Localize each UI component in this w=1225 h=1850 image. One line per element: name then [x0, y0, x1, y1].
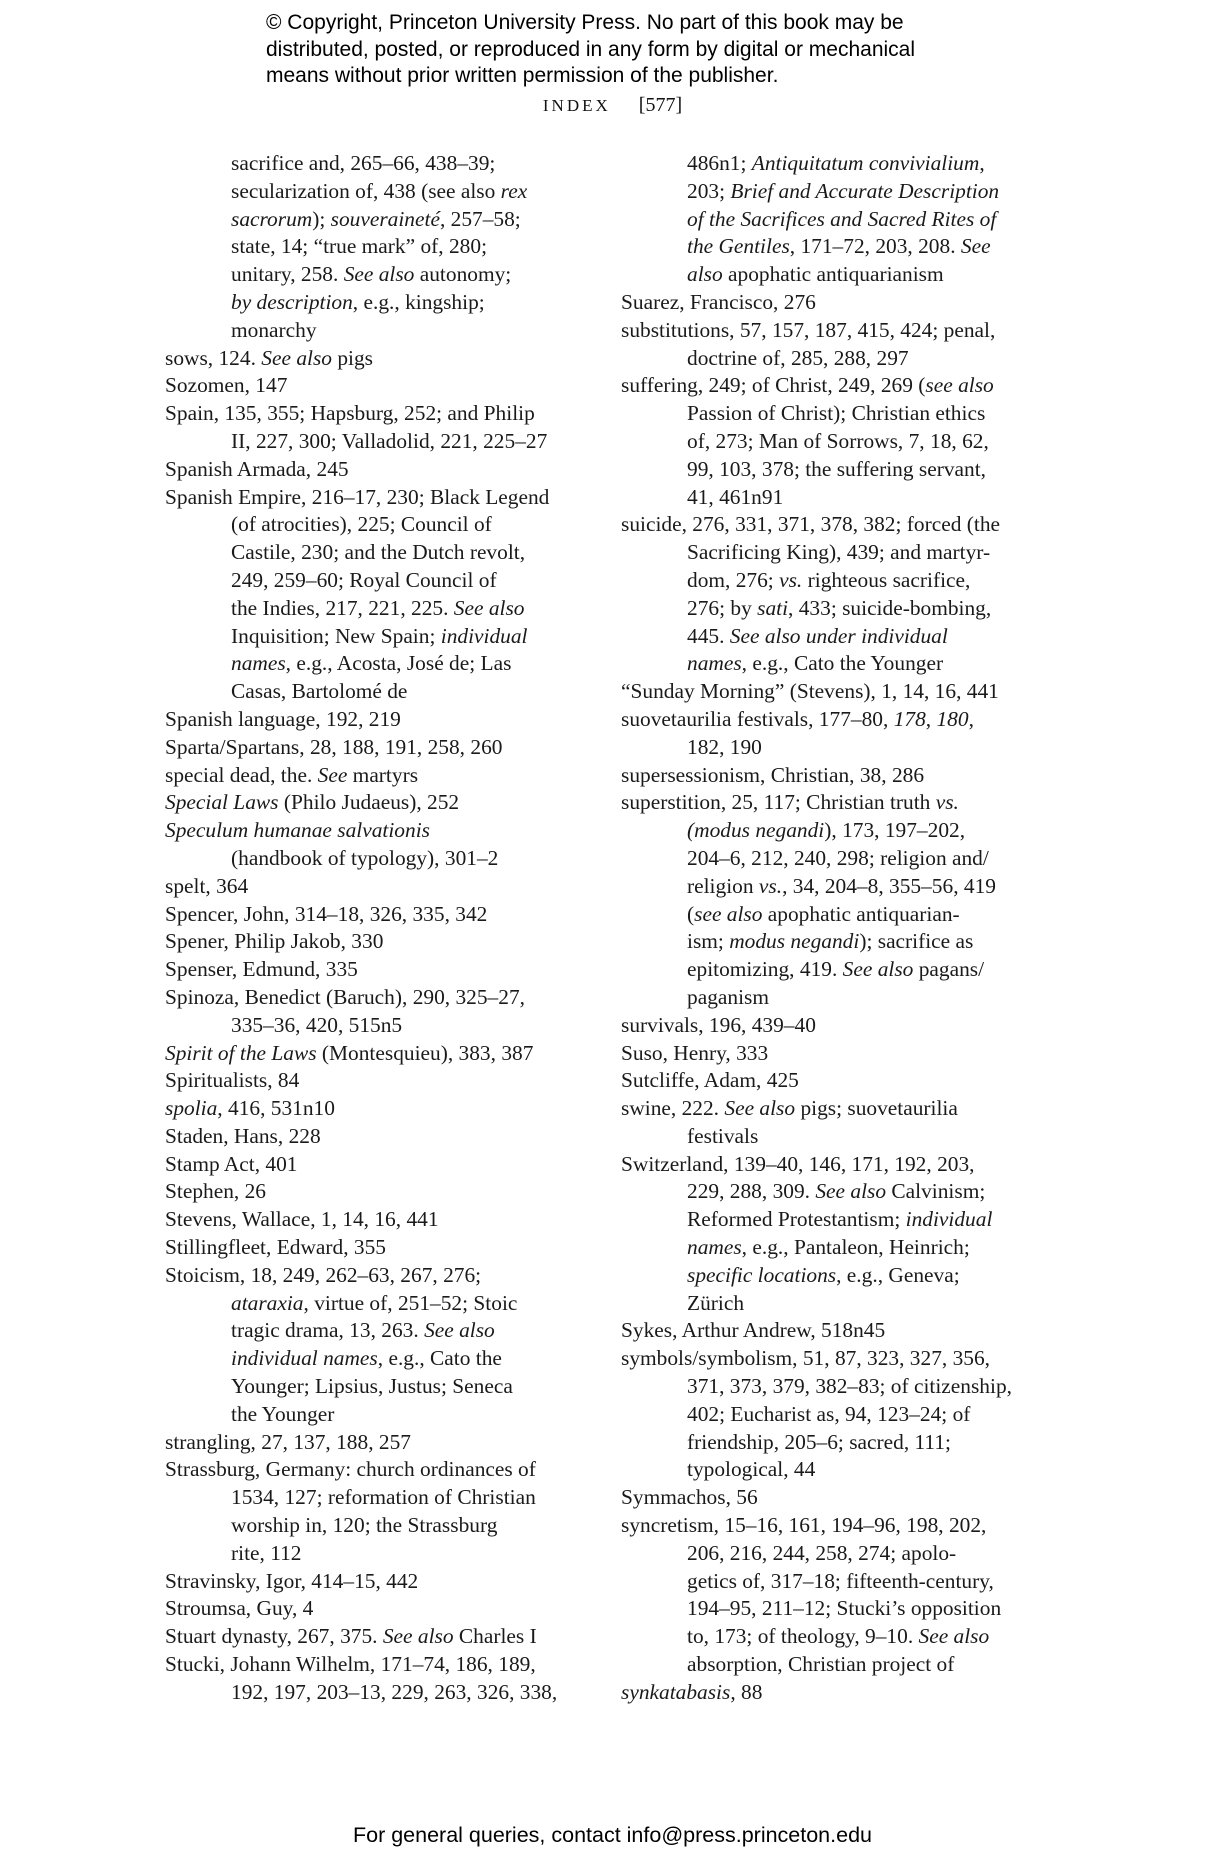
- text-run: paganism: [687, 984, 769, 1009]
- index-entry-line: [621, 762, 1057, 790]
- index-line-continuation: [621, 650, 1057, 678]
- text-run: ,: [925, 706, 937, 731]
- text-run: , 416, 531n10: [217, 1096, 335, 1121]
- text-run: Stoicism, 18, 249, 262–63, 267, 276;: [165, 1262, 482, 1287]
- italic-text: the Gentiles: [687, 234, 790, 259]
- italic-text: vs.: [779, 567, 803, 592]
- italic-text: names: [687, 1235, 742, 1260]
- text-run: superstition, 25, 117; Christian truth: [621, 790, 936, 815]
- index-entry-line: [621, 1484, 1057, 1512]
- italic-text: by description: [231, 289, 353, 314]
- index-entry-line: [165, 928, 585, 956]
- text-run: unitary, 258.: [231, 262, 344, 287]
- index-entry-line: [165, 1151, 585, 1179]
- index-line-continuation: [621, 539, 1057, 567]
- italic-text: See also: [382, 1624, 454, 1649]
- index-line-continuation: [621, 233, 1057, 261]
- index-line-continuation: [165, 1345, 585, 1373]
- text-run: absorption, Christian project of: [687, 1652, 955, 1677]
- text-run: Sykes, Arthur Andrew, 518n45: [621, 1318, 886, 1343]
- index-entry-line: [165, 345, 585, 373]
- index-line-continuation: [621, 1262, 1057, 1290]
- index-entry-line: [621, 678, 1057, 706]
- text-run: sacrifice and, 265–66, 438–39;: [231, 151, 496, 175]
- index-line-continuation: [621, 1595, 1057, 1623]
- text-run: pigs; suovetaurilia: [795, 1096, 958, 1121]
- text-run: Stamp Act, 401: [165, 1151, 298, 1176]
- text-run: , e.g., kingship;: [352, 289, 485, 314]
- text-run: getics of, 317–18; fifteenth-century,: [687, 1568, 994, 1593]
- text-run: “Sunday Morning” (Stevens), 1, 14, 16, 441: [621, 679, 999, 704]
- index-line-continuation: [165, 289, 585, 317]
- index-line-continuation: [165, 317, 585, 345]
- text-run: Sozomen, 147: [165, 373, 288, 398]
- text-run: Stevens, Wallace, 1, 14, 16, 441: [165, 1207, 439, 1232]
- text-run: swine, 222.: [621, 1096, 725, 1121]
- index-entry-line: [165, 484, 585, 512]
- text-run: monarchy: [231, 317, 317, 342]
- index-line-continuation: [165, 511, 585, 539]
- italic-text: See also: [343, 262, 415, 287]
- text-run: (Montesquieu), 383, 387: [316, 1040, 534, 1065]
- index-line-continuation: [621, 1540, 1057, 1568]
- index-line-continuation: [621, 150, 1057, 178]
- text-run: (: [687, 901, 695, 926]
- index-entry-line: [165, 817, 585, 845]
- index-entry-line: [165, 984, 585, 1012]
- index-line-continuation: [621, 595, 1057, 623]
- italic-text: See also: [424, 1318, 495, 1343]
- index-entry-line: [165, 372, 585, 400]
- text-run: Stillingfleet, Edward, 355: [165, 1235, 386, 1260]
- index-entry-line: [165, 456, 585, 484]
- text-run: , 257–58;: [439, 206, 521, 231]
- text-run: 229, 288, 309.: [687, 1179, 816, 1204]
- index-entry-line: [621, 706, 1057, 734]
- index-entry-line: [165, 734, 585, 762]
- text-run: substitutions, 57, 157, 187, 415, 424; penal,: [621, 317, 996, 342]
- index-line-continuation: [165, 595, 585, 623]
- index-line-continuation: [621, 845, 1057, 873]
- text-run: );: [312, 206, 331, 231]
- index-line-continuation: [621, 1178, 1057, 1206]
- index-line-continuation: [165, 1679, 585, 1707]
- index-entry-line: [621, 1317, 1057, 1345]
- text-run: epitomizing, 419.: [687, 957, 843, 982]
- index-line-continuation: [621, 984, 1057, 1012]
- index-line-continuation: [621, 428, 1057, 456]
- italic-text: synkatabasis: [621, 1679, 731, 1704]
- text-run: Stephen, 26: [165, 1179, 266, 1204]
- text-run: 192, 197, 203–13, 229, 263, 326, 338,: [231, 1679, 558, 1704]
- italic-text: also: [687, 262, 723, 287]
- index-entry-line: [165, 1623, 585, 1651]
- index-entry-line: [165, 706, 585, 734]
- text-run: Stroumsa, Guy, 4: [165, 1596, 314, 1621]
- italic-text: modus negandi: [729, 929, 860, 954]
- text-run: 203;: [687, 178, 731, 203]
- italic-text: Antiquitatum convivialium: [751, 151, 980, 175]
- italic-text: Speculum humanae salvationis: [165, 818, 430, 843]
- text-run: to, 173; of theology, 9–10.: [687, 1624, 919, 1649]
- index-line-continuation: [165, 845, 585, 873]
- text-run: spelt, 364: [165, 873, 249, 898]
- index-line-continuation: [621, 178, 1057, 206]
- copyright-line: distributed, posted, or reproduced in any form by digital or mechanical: [266, 37, 916, 61]
- index-entry-line: [621, 511, 1057, 539]
- text-run: ); sacrifice as: [859, 929, 974, 954]
- index-line-continuation: [165, 567, 585, 595]
- text-run: worship in, 120; the Strassburg: [231, 1513, 498, 1538]
- italic-text: sati: [757, 595, 789, 620]
- italic-text: 178: [893, 706, 926, 731]
- index-line-continuation: [165, 678, 585, 706]
- italic-text: sacrorum: [231, 206, 313, 231]
- text-run: state, 14; “true mark” of, 280;: [231, 234, 488, 259]
- index-entry-line: [165, 1067, 585, 1095]
- italic-text: See: [317, 762, 348, 787]
- index-line-continuation: [165, 539, 585, 567]
- text-run: 371, 373, 379, 382–83; of citizenship,: [687, 1374, 1012, 1399]
- text-run: , e.g., Cato the Younger: [741, 651, 944, 676]
- index-entry-line: [165, 1568, 585, 1596]
- index-line-continuation: [621, 1456, 1057, 1484]
- index-entry-line: [621, 1012, 1057, 1040]
- footer-contact: For general queries, contact info@press.princeton.edu: [352, 1823, 872, 1847]
- text-run: Spiritualists, 84: [165, 1068, 300, 1093]
- index-line-continuation: [165, 178, 585, 206]
- text-run: , 433; suicide-bombing,: [788, 595, 992, 620]
- text-run: , 34, 204–8, 355–56, 419: [782, 873, 996, 898]
- index-entry-line: [165, 956, 585, 984]
- running-head: [0, 94, 1225, 117]
- text-run: 335–36, 420, 515n5: [231, 1012, 403, 1037]
- index-line-continuation: [621, 206, 1057, 234]
- italic-text: vs.: [935, 790, 959, 815]
- text-run: Calvinism;: [886, 1179, 986, 1204]
- text-run: pagans/: [913, 957, 985, 982]
- index-line-continuation: [621, 456, 1057, 484]
- text-run: 276; by: [687, 595, 758, 620]
- index-entry-line: [165, 1040, 585, 1068]
- section-label: INDEX: [542, 96, 611, 115]
- index-entry-line: [621, 1067, 1057, 1095]
- text-run: 182, 190: [687, 734, 762, 759]
- index-entry-line: [621, 789, 1057, 817]
- text-run: 486n1;: [687, 151, 752, 175]
- index-line-continuation: [621, 901, 1057, 929]
- index-line-continuation: [621, 345, 1057, 373]
- index-entry-line: [165, 1595, 585, 1623]
- italic-text: See also: [261, 345, 332, 370]
- text-run: 194–95, 211–12; Stucki’s opposition: [687, 1596, 1002, 1621]
- text-run: , e.g., Pantaleon, Heinrich;: [741, 1235, 970, 1260]
- text-run: the Younger: [231, 1401, 335, 1426]
- text-run: friendship, 205–6; sacred, 111;: [687, 1429, 951, 1454]
- text-run: secularization of, 438 (see also: [231, 178, 501, 203]
- italic-text: specific locations: [687, 1262, 837, 1287]
- text-run: supersessionism, Christian, 38, 286: [621, 762, 925, 787]
- index-line-continuation: [621, 1401, 1057, 1429]
- text-run: , 88: [730, 1679, 763, 1704]
- italic-text: souveraineté: [330, 206, 440, 231]
- text-run: II, 227, 300; Valladolid, 221, 225–27: [231, 428, 548, 453]
- text-run: apophatic antiquarian-: [762, 901, 960, 926]
- text-run: doctrine of, 285, 288, 297: [687, 345, 909, 370]
- text-run: 445.: [687, 623, 730, 648]
- text-run: Spencer, John, 314–18, 326, 335, 342: [165, 901, 488, 926]
- text-run: symbols/symbolism, 51, 87, 323, 327, 356,: [621, 1346, 991, 1371]
- index-line-continuation: [621, 1290, 1057, 1318]
- italic-text: spolia: [165, 1096, 218, 1121]
- text-run: , e.g., Cato the: [377, 1346, 502, 1371]
- text-run: special dead, the.: [165, 762, 318, 787]
- index-line-continuation: [621, 734, 1057, 762]
- index-line-continuation: [621, 956, 1057, 984]
- index-line-continuation: [621, 567, 1057, 595]
- italic-text: individual: [905, 1207, 993, 1232]
- text-run: Spanish Armada, 245: [165, 456, 349, 481]
- text-run: rite, 112: [231, 1540, 302, 1565]
- index-entry-line: [165, 1178, 585, 1206]
- index-line-continuation: [165, 1373, 585, 1401]
- index-line-continuation: [621, 873, 1057, 901]
- text-run: suffering, 249; of Christ, 249, 269 (: [621, 373, 926, 398]
- text-run: autonomy;: [414, 262, 512, 287]
- italic-text: Spirit of the Laws: [165, 1040, 317, 1065]
- index-line-continuation: [621, 928, 1057, 956]
- text-run: survivals, 196, 439–40: [621, 1012, 816, 1037]
- index-entry-line: [165, 1123, 585, 1151]
- index-line-continuation: [621, 1568, 1057, 1596]
- text-run: Casas, Bartolomé de: [231, 679, 408, 704]
- index-line-continuation: [165, 1012, 585, 1040]
- index-entry-line: [621, 1679, 1057, 1707]
- text-run: the Indies, 217, 221, 225.: [231, 595, 454, 620]
- text-run: Spanish language, 192, 219: [165, 706, 401, 731]
- copyright-notice: [266, 10, 1066, 90]
- italic-text: vs.: [758, 873, 783, 898]
- text-run: Suso, Henry, 333: [621, 1040, 769, 1065]
- index-entry-line: [621, 1095, 1057, 1123]
- text-run: Castile, 230; and the Dutch revolt,: [231, 540, 526, 565]
- italic-text: see also: [694, 901, 763, 926]
- text-run: 206, 216, 244, 258, 274; apolo-: [687, 1540, 957, 1565]
- index-entry-line: [165, 1095, 585, 1123]
- text-run: , 171–72, 203, 208.: [789, 234, 961, 259]
- text-run: ,: [968, 706, 974, 731]
- text-run: righteous sacrifice,: [802, 567, 971, 592]
- italic-text: Brief and Accurate Description: [730, 178, 1000, 203]
- text-run: festivals: [687, 1123, 759, 1148]
- text-run: Spanish Empire, 216–17, 230; Black Legend: [165, 484, 550, 509]
- text-run: 41, 461n91: [687, 484, 784, 509]
- italic-text: individual names: [231, 1346, 378, 1371]
- text-run: Inquisition; New Spain;: [231, 623, 441, 648]
- text-run: (of atrocities), 225; Council of: [231, 512, 492, 537]
- text-run: (Philo Judaeus), 252: [278, 790, 460, 815]
- index-entry-line: [621, 1512, 1057, 1540]
- index-entry-line: [165, 1206, 585, 1234]
- index-entry-line: [621, 1151, 1057, 1179]
- index-line-continuation: [165, 623, 585, 651]
- italic-text: See also under individual: [729, 623, 948, 648]
- index-line-continuation: [621, 1123, 1057, 1151]
- index-column-left: [165, 150, 585, 1707]
- index-line-continuation: [165, 261, 585, 289]
- index-entry-line: [165, 789, 585, 817]
- text-run: Spener, Philip Jakob, 330: [165, 929, 384, 954]
- text-run: Spinoza, Benedict (Baruch), 290, 325–27,: [165, 984, 525, 1009]
- index-line-continuation: [165, 150, 585, 178]
- text-run: suicide, 276, 331, 371, 378, 382; forced (the: [621, 512, 1001, 537]
- index-line-continuation: [621, 1234, 1057, 1262]
- index-entry-line: [621, 372, 1057, 400]
- text-run: syncretism, 15–16, 161, 194–96, 198, 202,: [621, 1513, 987, 1538]
- text-run: 204–6, 212, 240, 298; religion and/: [687, 845, 989, 870]
- italic-text: names: [231, 651, 286, 676]
- italic-text: individual: [440, 623, 528, 648]
- index-entry-line: [621, 289, 1057, 317]
- index-line-continuation: [621, 1651, 1057, 1679]
- text-run: Staden, Hans, 228: [165, 1123, 321, 1148]
- index-line-continuation: [165, 1540, 585, 1568]
- index-entry-line: [165, 873, 585, 901]
- index-entry-line: [621, 1040, 1057, 1068]
- italic-text: See also: [842, 957, 914, 982]
- text-run: sows, 124.: [165, 345, 262, 370]
- copyright-line: © Copyright, Princeton University Press. No part of this book may be: [266, 11, 904, 34]
- text-run: Passion of Christ); Christian ethics: [687, 401, 986, 426]
- index-line-continuation: [165, 1512, 585, 1540]
- italic-text: See also: [815, 1179, 887, 1204]
- index-line-continuation: [621, 1206, 1057, 1234]
- index-line-continuation: [165, 1317, 585, 1345]
- index-line-continuation: [165, 650, 585, 678]
- italic-text: of the Sacrifices and Sacred Rites of: [687, 206, 997, 231]
- text-run: martyrs: [347, 762, 419, 787]
- text-run: Charles I: [453, 1624, 537, 1649]
- index-line-continuation: [165, 1401, 585, 1429]
- text-run: religion: [687, 873, 759, 898]
- index-entry-line: [165, 1262, 585, 1290]
- index-line-continuation: [621, 400, 1057, 428]
- text-run: Reformed Protestantism;: [687, 1207, 906, 1232]
- index-line-continuation: [621, 623, 1057, 651]
- italic-text: modus negandi: [694, 818, 825, 843]
- italic-text: (: [687, 818, 695, 843]
- text-run: Sacrificing King), 439; and martyr-: [687, 540, 991, 565]
- index-entry-line: [621, 317, 1057, 345]
- text-run: apophatic antiquarianism: [722, 262, 944, 287]
- text-run: Zürich: [687, 1290, 745, 1315]
- text-run: Switzerland, 139–40, 146, 171, 192, 203,: [621, 1151, 975, 1176]
- index-entry-line: [165, 901, 585, 929]
- text-run: tragic drama, 13, 263.: [231, 1318, 425, 1343]
- text-run: Spain, 135, 355; Hapsburg, 252; and Philip: [165, 401, 535, 426]
- text-run: Younger; Lipsius, Justus; Seneca: [231, 1374, 513, 1399]
- italic-text: Special Laws: [165, 790, 279, 815]
- index-line-continuation: [621, 1429, 1057, 1457]
- index-line-continuation: [165, 206, 585, 234]
- index-line-continuation: [621, 484, 1057, 512]
- text-run: typological, 44: [687, 1457, 816, 1482]
- text-run: Sparta/Spartans, 28, 188, 191, 258, 260: [165, 734, 503, 759]
- index-entry-line: [621, 1345, 1057, 1373]
- italic-text: See: [960, 234, 991, 259]
- text-run: Sutcliffe, Adam, 425: [621, 1068, 799, 1093]
- index-column-right: [621, 150, 1057, 1707]
- index-entry-line: [165, 762, 585, 790]
- index-line-continuation: [165, 233, 585, 261]
- italic-text: See also: [453, 595, 525, 620]
- index-line-continuation: [165, 428, 585, 456]
- italic-text: 180: [936, 706, 969, 731]
- text-run: ), 173, 197–202,: [824, 818, 966, 843]
- text-run: , e.g., Geneva;: [836, 1262, 960, 1287]
- text-run: Stucki, Johann Wilhelm, 171–74, 186, 189,: [165, 1652, 536, 1677]
- italic-text: see also: [925, 373, 994, 398]
- italic-text: ataraxia: [231, 1290, 304, 1315]
- text-run: strangling, 27, 137, 188, 257: [165, 1429, 411, 1454]
- text-run: Strassburg, Germany: church ordinances of: [165, 1457, 536, 1482]
- index-line-continuation: [165, 1290, 585, 1318]
- text-run: , virtue of, 251–52; Stoic: [303, 1290, 518, 1315]
- index-entry-line: [165, 1651, 585, 1679]
- italic-text: rex: [500, 178, 528, 203]
- index-line-continuation: [621, 817, 1057, 845]
- index-line-continuation: [621, 1623, 1057, 1651]
- text-run: Symmachos, 56: [621, 1485, 758, 1510]
- index-entry-line: [165, 1429, 585, 1457]
- text-run: Stuart dynasty, 267, 375.: [165, 1624, 383, 1649]
- page-number: [577]: [638, 94, 683, 116]
- index-line-continuation: [621, 261, 1057, 289]
- text-run: ism;: [687, 929, 730, 954]
- index-entry-line: [165, 1456, 585, 1484]
- text-run: suovetaurilia festivals, 177–80,: [621, 706, 894, 731]
- text-run: dom, 276;: [687, 567, 780, 592]
- text-run: Spenser, Edmund, 335: [165, 957, 358, 982]
- text-run: of, 273; Man of Sorrows, 7, 18, 62,: [687, 428, 989, 453]
- index-line-continuation: [621, 1373, 1057, 1401]
- index-entry-line: [165, 1234, 585, 1262]
- text-run: Suarez, Francisco, 276: [621, 289, 816, 314]
- index-entry-line: [165, 400, 585, 428]
- text-run: 1534, 127; reformation of Christian: [231, 1485, 536, 1510]
- index-line-continuation: [165, 1484, 585, 1512]
- copyright-line: means without prior written permission of the publisher.: [266, 64, 779, 87]
- text-run: , e.g., Acosta, José de; Las: [285, 651, 512, 676]
- text-run: 99, 103, 378; the suffering servant,: [687, 456, 987, 481]
- text-run: pigs: [331, 345, 373, 370]
- text-run: 249, 259–60; Royal Council of: [231, 567, 497, 592]
- italic-text: names: [687, 651, 742, 676]
- text-run: (handbook of typology), 301–2: [231, 845, 499, 870]
- text-run: ,: [979, 151, 985, 175]
- text-run: 402; Eucharist as, 94, 123–24; of: [687, 1401, 971, 1426]
- text-run: Stravinsky, Igor, 414–15, 442: [165, 1568, 419, 1593]
- italic-text: See also: [918, 1624, 990, 1649]
- italic-text: See also: [724, 1096, 796, 1121]
